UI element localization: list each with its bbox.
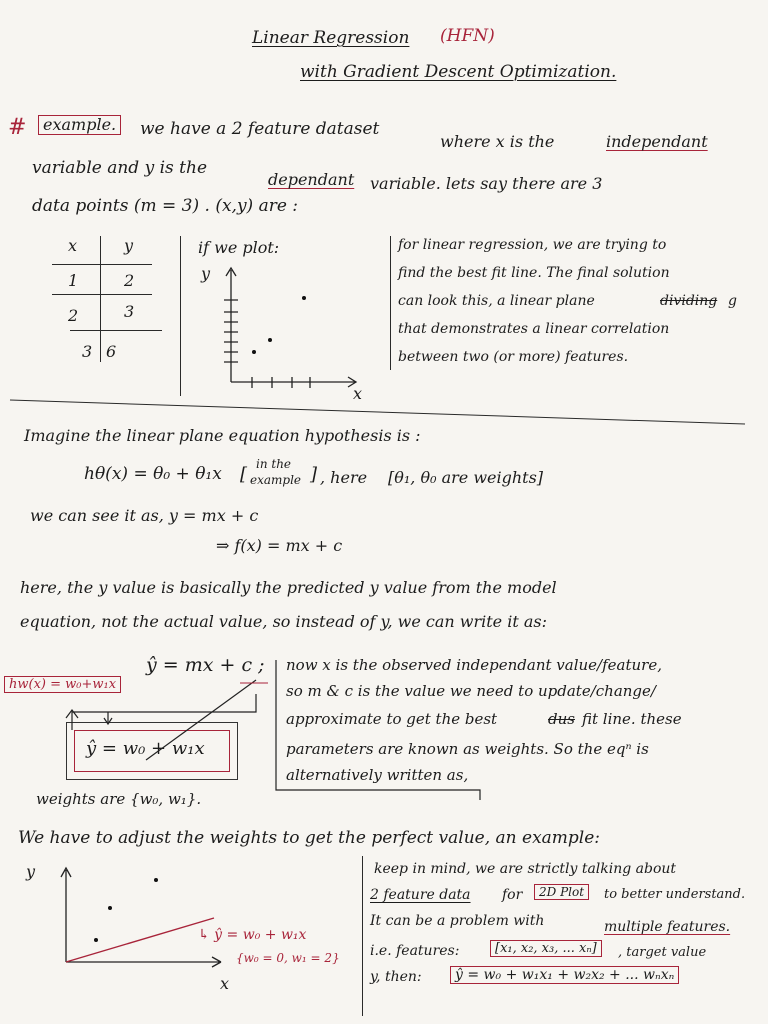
yhat-note-line: alternatively written as, — [286, 766, 469, 784]
independent-word: independant — [606, 132, 708, 151]
note1-line: that demonstrates a linear correlation — [398, 321, 670, 337]
example-label: example. — [38, 115, 121, 135]
intro-line1b: where x is the — [440, 132, 555, 151]
table-header-x: x — [68, 236, 78, 255]
note1-line: can look this, a linear plane — [398, 293, 595, 309]
plot2-point — [154, 878, 158, 882]
hypothesis-here: , here — [320, 468, 368, 487]
yhat-note-line: so m & c is the value we need to update/change/ — [286, 682, 656, 700]
plot2-point — [108, 906, 112, 910]
bracket-open: [ — [240, 464, 248, 485]
see-as-line: we can see it as, y = mx + c — [30, 506, 259, 525]
table-cell: 2 — [68, 306, 79, 325]
bracket-top: in the — [256, 457, 292, 471]
note2-line4b: , target value — [618, 945, 707, 960]
plot2-point — [94, 938, 98, 942]
title-line1: Linear Regression — [252, 28, 410, 48]
plot2-ylabel: y — [26, 862, 36, 881]
predicted-line2: equation, not the actual value, so instead of y, we can write it as: — [20, 612, 547, 631]
intro-line1a: we have a 2 feature dataset — [140, 119, 380, 139]
note2-line5a: y, then: — [370, 969, 422, 985]
plot2-y-axis — [61, 868, 71, 962]
hypothesis-weights: [θ₁, θ₀ are weights] — [388, 468, 544, 487]
plot1-ylabel: y — [201, 264, 211, 283]
final-eq-box: ŷ = w₀ + w₁x₁ + w₂x₂ + ... wₙxₙ — [450, 966, 679, 984]
table-cell: 6 — [106, 342, 117, 361]
hypothesis-eq: hθ(x) = θ₀ + θ₁x — [84, 464, 222, 484]
note1-line: for linear regression, we are trying to — [398, 237, 667, 253]
plot1-caption: if we plot: — [198, 238, 280, 257]
yhat-note-line: approximate to get the best — [286, 710, 498, 728]
w-eq: ŷ = w₀ + w₁x — [86, 738, 205, 759]
adjust-line: We have to adjust the weights to get the perfect value, an example: — [18, 828, 601, 848]
note2-line3a: It can be a problem with — [370, 913, 545, 929]
bracket-bottom: example — [250, 473, 302, 487]
title-tag: (HFN) — [440, 26, 495, 46]
plot1-xlabel: x — [353, 384, 363, 403]
plot-box: 2D Plot — [534, 884, 589, 900]
note1-struck-tail: g — [728, 293, 737, 309]
plot2-init: {w₀ = 0, w₁ = 2} — [236, 951, 340, 965]
plot2-xlabel: x — [220, 974, 230, 993]
note2-line2c: to better understand. — [604, 887, 746, 902]
note1-line: find the best fit line. The final solution — [398, 265, 670, 281]
intro-line3: data points (m = 3) . (x,y) are : — [32, 196, 299, 216]
yhat-note-line: now x is the observed independant value/feature, — [286, 656, 662, 674]
bracket-close: ] — [310, 464, 318, 485]
multiple-features: multiple features. — [604, 919, 731, 935]
plot2-fit-line — [66, 918, 214, 962]
hash-mark: # — [8, 115, 27, 140]
note2-bracket — [362, 856, 363, 1016]
title-line2: with Gradient Descent Optimization. — [300, 62, 617, 82]
hypothesis-line: Imagine the linear plane equation hypothesis is : — [24, 426, 421, 445]
note1-struck: dividing — [660, 293, 718, 309]
note2-line4a: i.e. features: — [370, 943, 460, 959]
note2-line1: keep in mind, we are strictly talking about — [374, 861, 677, 877]
note1-line: between two (or more) features. — [398, 349, 629, 365]
dependent-word: dependant — [268, 170, 355, 189]
yhat-eq: ŷ = mx + c ; — [146, 654, 265, 676]
yhat-note-line: parameters are known as weights. So the eqⁿ is — [286, 740, 649, 758]
intro-line2b: variable. lets say there are 3 — [370, 174, 603, 193]
note2-line2b: for — [502, 887, 523, 903]
plot2-x-axis — [66, 957, 221, 967]
hw-box: hw(x) = w₀+w₁x — [4, 676, 121, 693]
table-cell: 2 — [124, 271, 135, 290]
table-header-y: y — [124, 236, 134, 255]
features-box: [x₁, x₂, x₃, ... xₙ] — [490, 940, 602, 957]
plot2-eq: ↳ ŷ = w₀ + w₁x — [198, 927, 307, 943]
yhat-note-struck: dus — [548, 710, 575, 728]
weights-line: weights are {w₀, w₁}. — [36, 790, 202, 808]
table-cell: 1 — [68, 271, 79, 290]
note2-line2a: 2 feature data — [370, 887, 471, 903]
yhat-note-fit: fit line. these — [582, 710, 682, 728]
predicted-line1: here, the y value is basically the predicted y value from the model — [20, 578, 557, 597]
table-cell: 3 — [82, 342, 93, 361]
fx-line: ⇒ f(x) = mx + c — [216, 536, 343, 555]
intro-line2a: variable and y is the — [32, 158, 208, 178]
table-cell: 3 — [124, 302, 135, 321]
